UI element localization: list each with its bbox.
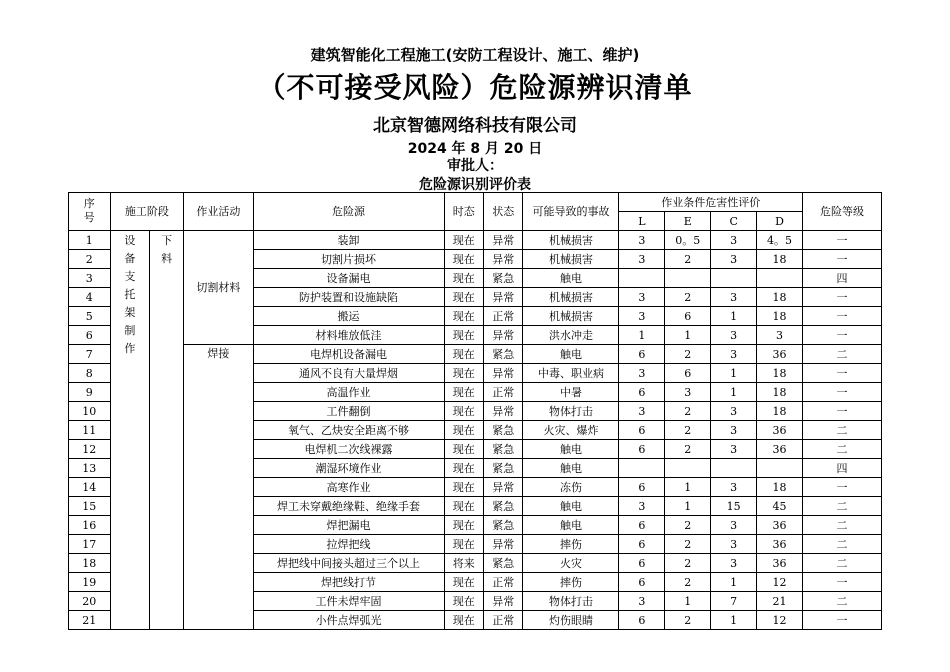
cell-hazard: 装卸 bbox=[253, 231, 444, 250]
cell-L: 3 bbox=[619, 364, 665, 383]
cell-accident: 洪水冲走 bbox=[523, 326, 619, 345]
cell-seq: 1 bbox=[69, 231, 111, 250]
cell-tense: 现在 bbox=[444, 307, 483, 326]
cell-state: 紧急 bbox=[484, 554, 523, 573]
cell-L: 6 bbox=[619, 554, 665, 573]
cell-level: 二 bbox=[802, 345, 881, 364]
cell-D: 36 bbox=[757, 440, 803, 459]
cell-D: 36 bbox=[757, 421, 803, 440]
cell-D: 4。5 bbox=[757, 231, 803, 250]
cell-D: 18 bbox=[757, 364, 803, 383]
cell-tense: 现在 bbox=[444, 516, 483, 535]
cell-C bbox=[711, 459, 757, 478]
cell-C: 1 bbox=[711, 364, 757, 383]
cell-state: 紧急 bbox=[484, 440, 523, 459]
cell-L: 3 bbox=[619, 231, 665, 250]
cell-C: 3 bbox=[711, 250, 757, 269]
cell-E: 2 bbox=[665, 554, 711, 573]
cell-state: 异常 bbox=[484, 364, 523, 383]
cell-level: 四 bbox=[802, 269, 881, 288]
cell-L: 3 bbox=[619, 288, 665, 307]
table-body bbox=[69, 231, 882, 630]
cell-hazard: 防护装置和设施缺陷 bbox=[253, 288, 444, 307]
cell-E: 2 bbox=[665, 421, 711, 440]
cell-hazard: 焊把线中间接头超过三个以上 bbox=[253, 554, 444, 573]
cell-seq: 8 bbox=[69, 364, 111, 383]
cell-E: 2 bbox=[665, 288, 711, 307]
cell-hazard: 通风不良有大量焊烟 bbox=[253, 364, 444, 383]
cell-accident: 物体打击 bbox=[523, 592, 619, 611]
cell-C: 3 bbox=[711, 402, 757, 421]
cell-E: 1 bbox=[665, 478, 711, 497]
cell-C: 3 bbox=[711, 516, 757, 535]
cell-activity: 切割材料 bbox=[184, 231, 253, 345]
cell-seq: 3 bbox=[69, 269, 111, 288]
cell-tense: 现在 bbox=[444, 288, 483, 307]
stage-b-label: 下料 bbox=[161, 234, 173, 265]
cell-C bbox=[711, 269, 757, 288]
cell-L: 3 bbox=[619, 250, 665, 269]
header-level: 危险等级 bbox=[802, 193, 881, 231]
cell-tense: 现在 bbox=[444, 250, 483, 269]
cell-tense: 现在 bbox=[444, 402, 483, 421]
cell-accident: 物体打击 bbox=[523, 402, 619, 421]
cell-seq: 12 bbox=[69, 440, 111, 459]
cell-D: 3 bbox=[757, 326, 803, 345]
header-activity: 作业活动 bbox=[184, 193, 253, 231]
cell-tense: 现在 bbox=[444, 535, 483, 554]
cell-hazard: 高寒作业 bbox=[253, 478, 444, 497]
table-header bbox=[69, 193, 882, 231]
cell-tense: 将来 bbox=[444, 554, 483, 573]
cell-seq: 6 bbox=[69, 326, 111, 345]
cell-seq: 20 bbox=[69, 592, 111, 611]
cell-E: 1 bbox=[665, 497, 711, 516]
cell-tense: 现在 bbox=[444, 459, 483, 478]
cell-level: 二 bbox=[802, 592, 881, 611]
cell-seq: 7 bbox=[69, 345, 111, 364]
cell-tense: 现在 bbox=[444, 269, 483, 288]
header-accident: 可能导致的事故 bbox=[523, 193, 619, 231]
cell-L: 6 bbox=[619, 440, 665, 459]
cell-C: 1 bbox=[711, 307, 757, 326]
cell-C: 1 bbox=[711, 573, 757, 592]
cell-seq: 11 bbox=[69, 421, 111, 440]
cell-hazard: 材料堆放低洼 bbox=[253, 326, 444, 345]
cell-level: 一 bbox=[802, 383, 881, 402]
cell-seq: 4 bbox=[69, 288, 111, 307]
cell-accident: 机械损害 bbox=[523, 231, 619, 250]
header-seq: 序号 bbox=[69, 193, 111, 231]
cell-accident: 冻伤 bbox=[523, 478, 619, 497]
cell-state: 异常 bbox=[484, 288, 523, 307]
cell-L: 3 bbox=[619, 307, 665, 326]
cell-E: 0。5 bbox=[665, 231, 711, 250]
cell-accident: 机械损害 bbox=[523, 250, 619, 269]
cell-L bbox=[619, 269, 665, 288]
cell-L: 6 bbox=[619, 345, 665, 364]
table-row bbox=[69, 345, 882, 364]
cell-E: 2 bbox=[665, 440, 711, 459]
header-state: 状态 bbox=[484, 193, 523, 231]
cell-C: 3 bbox=[711, 421, 757, 440]
header-stage: 施工阶段 bbox=[110, 193, 184, 231]
cell-accident: 触电 bbox=[523, 440, 619, 459]
cell-state: 异常 bbox=[484, 231, 523, 250]
cell-C: 1 bbox=[711, 383, 757, 402]
cell-tense: 现在 bbox=[444, 440, 483, 459]
cell-state: 紧急 bbox=[484, 269, 523, 288]
cell-hazard: 电焊机设备漏电 bbox=[253, 345, 444, 364]
cell-accident: 触电 bbox=[523, 459, 619, 478]
cell-tense: 现在 bbox=[444, 497, 483, 516]
cell-D: 36 bbox=[757, 535, 803, 554]
cell-D: 18 bbox=[757, 288, 803, 307]
cell-level: 二 bbox=[802, 554, 881, 573]
cell-level: 二 bbox=[802, 516, 881, 535]
header-hazard: 危险源 bbox=[253, 193, 444, 231]
cell-E bbox=[665, 459, 711, 478]
header-E: E bbox=[665, 212, 711, 231]
cell-tense: 现在 bbox=[444, 478, 483, 497]
cell-accident: 机械损害 bbox=[523, 307, 619, 326]
cell-level: 二 bbox=[802, 497, 881, 516]
cell-E: 2 bbox=[665, 402, 711, 421]
cell-E: 2 bbox=[665, 516, 711, 535]
cell-seq: 16 bbox=[69, 516, 111, 535]
document-title: （不可接受风险）危险源辨识清单 bbox=[257, 71, 693, 104]
cell-accident: 机械损害 bbox=[523, 288, 619, 307]
cell-stage-a bbox=[110, 231, 149, 630]
cell-hazard: 搬运 bbox=[253, 307, 444, 326]
cell-accident: 中暑 bbox=[523, 383, 619, 402]
cell-E: 1 bbox=[665, 326, 711, 345]
cell-state: 异常 bbox=[484, 478, 523, 497]
cell-state: 正常 bbox=[484, 573, 523, 592]
cell-E: 6 bbox=[665, 364, 711, 383]
cell-accident: 火灾、爆炸 bbox=[523, 421, 619, 440]
cell-tense: 现在 bbox=[444, 231, 483, 250]
cell-level: 一 bbox=[802, 307, 881, 326]
cell-seq: 15 bbox=[69, 497, 111, 516]
cell-L: 6 bbox=[619, 421, 665, 440]
cell-activity: 焊接 bbox=[184, 345, 253, 630]
cell-accident: 触电 bbox=[523, 269, 619, 288]
cell-seq: 21 bbox=[69, 611, 111, 630]
approver-label: 审批人： bbox=[447, 158, 503, 174]
cell-L: 1 bbox=[619, 326, 665, 345]
cell-hazard: 工件翻倒 bbox=[253, 402, 444, 421]
cell-seq: 17 bbox=[69, 535, 111, 554]
cell-hazard: 拉焊把线 bbox=[253, 535, 444, 554]
cell-state: 紧急 bbox=[484, 497, 523, 516]
cell-tense: 现在 bbox=[444, 383, 483, 402]
table-title: 危险源识别评价表 bbox=[419, 177, 531, 193]
cell-L bbox=[619, 459, 665, 478]
cell-tense: 现在 bbox=[444, 364, 483, 383]
cell-E bbox=[665, 269, 711, 288]
cell-hazard: 高温作业 bbox=[253, 383, 444, 402]
hazard-table bbox=[68, 192, 882, 630]
cell-L: 3 bbox=[619, 592, 665, 611]
cell-D: 45 bbox=[757, 497, 803, 516]
cell-stage-b bbox=[150, 231, 184, 630]
cell-C: 3 bbox=[711, 440, 757, 459]
cell-L: 3 bbox=[619, 497, 665, 516]
cell-C: 3 bbox=[711, 288, 757, 307]
cell-accident: 中毒、职业病 bbox=[523, 364, 619, 383]
cell-seq: 2 bbox=[69, 250, 111, 269]
cell-hazard: 小件点焊弧光 bbox=[253, 611, 444, 630]
cell-L: 6 bbox=[619, 516, 665, 535]
cell-L: 6 bbox=[619, 535, 665, 554]
cell-seq: 10 bbox=[69, 402, 111, 421]
cell-seq: 19 bbox=[69, 573, 111, 592]
header-tense: 时态 bbox=[444, 193, 483, 231]
cell-state: 紧急 bbox=[484, 459, 523, 478]
cell-level: 一 bbox=[802, 326, 881, 345]
cell-D: 18 bbox=[757, 307, 803, 326]
cell-D: 18 bbox=[757, 478, 803, 497]
cell-E: 1 bbox=[665, 592, 711, 611]
cell-tense: 现在 bbox=[444, 326, 483, 345]
cell-D: 21 bbox=[757, 592, 803, 611]
cell-D: 18 bbox=[757, 250, 803, 269]
cell-E: 2 bbox=[665, 535, 711, 554]
cell-E: 2 bbox=[665, 345, 711, 364]
cell-hazard: 焊工未穿戴绝缘鞋、绝缘手套 bbox=[253, 497, 444, 516]
cell-accident: 灼伤眼睛 bbox=[523, 611, 619, 630]
cell-D: 18 bbox=[757, 383, 803, 402]
cell-hazard: 工件未焊牢固 bbox=[253, 592, 444, 611]
cell-L: 6 bbox=[619, 611, 665, 630]
cell-L: 6 bbox=[619, 478, 665, 497]
cell-seq: 13 bbox=[69, 459, 111, 478]
cell-C: 3 bbox=[711, 345, 757, 364]
cell-hazard: 潮湿环境作业 bbox=[253, 459, 444, 478]
cell-tense: 现在 bbox=[444, 345, 483, 364]
cell-accident: 摔伤 bbox=[523, 535, 619, 554]
cell-L: 6 bbox=[619, 383, 665, 402]
cell-D: 36 bbox=[757, 345, 803, 364]
header-C: C bbox=[711, 212, 757, 231]
cell-C: 3 bbox=[711, 554, 757, 573]
cell-tense: 现在 bbox=[444, 592, 483, 611]
cell-L: 3 bbox=[619, 402, 665, 421]
cell-level: 一 bbox=[802, 288, 881, 307]
cell-E: 2 bbox=[665, 611, 711, 630]
cell-D: 12 bbox=[757, 573, 803, 592]
cell-seq: 9 bbox=[69, 383, 111, 402]
document-date: 2024 年 8 月 20 日 bbox=[407, 141, 543, 157]
cell-accident: 触电 bbox=[523, 345, 619, 364]
cell-hazard: 焊把漏电 bbox=[253, 516, 444, 535]
cell-C: 3 bbox=[711, 478, 757, 497]
cell-level: 二 bbox=[802, 421, 881, 440]
cell-L: 6 bbox=[619, 573, 665, 592]
cell-level: 一 bbox=[802, 364, 881, 383]
cell-tense: 现在 bbox=[444, 573, 483, 592]
cell-E: 2 bbox=[665, 573, 711, 592]
cell-tense: 现在 bbox=[444, 421, 483, 440]
cell-level: 一 bbox=[802, 231, 881, 250]
company-name: 北京智德网络科技有限公司 bbox=[373, 116, 577, 136]
cell-C: 15 bbox=[711, 497, 757, 516]
cell-D bbox=[757, 269, 803, 288]
cell-D: 36 bbox=[757, 554, 803, 573]
cell-level: 一 bbox=[802, 611, 881, 630]
cell-hazard: 氧气、乙炔安全距离不够 bbox=[253, 421, 444, 440]
cell-hazard: 电焊机二次线裸露 bbox=[253, 440, 444, 459]
cell-level: 四 bbox=[802, 459, 881, 478]
cell-state: 紧急 bbox=[484, 345, 523, 364]
document-subtitle: 建筑智能化工程施工(安防工程设计、施工、维护) bbox=[310, 46, 640, 64]
cell-D: 12 bbox=[757, 611, 803, 630]
cell-state: 异常 bbox=[484, 250, 523, 269]
cell-seq: 14 bbox=[69, 478, 111, 497]
cell-accident: 火灾 bbox=[523, 554, 619, 573]
cell-accident: 触电 bbox=[523, 516, 619, 535]
cell-state: 异常 bbox=[484, 592, 523, 611]
cell-level: 一 bbox=[802, 402, 881, 421]
cell-state: 正常 bbox=[484, 611, 523, 630]
cell-accident: 触电 bbox=[523, 497, 619, 516]
cell-level: 二 bbox=[802, 440, 881, 459]
cell-C: 3 bbox=[711, 231, 757, 250]
cell-C: 7 bbox=[711, 592, 757, 611]
cell-state: 异常 bbox=[484, 326, 523, 345]
cell-state: 紧急 bbox=[484, 516, 523, 535]
cell-D: 36 bbox=[757, 516, 803, 535]
cell-level: 一 bbox=[802, 573, 881, 592]
cell-level: 一 bbox=[802, 478, 881, 497]
cell-hazard: 切割片损坏 bbox=[253, 250, 444, 269]
cell-accident: 摔伤 bbox=[523, 573, 619, 592]
cell-level: 二 bbox=[802, 535, 881, 554]
cell-hazard: 设备漏电 bbox=[253, 269, 444, 288]
cell-seq: 5 bbox=[69, 307, 111, 326]
cell-E: 3 bbox=[665, 383, 711, 402]
header-eval: 作业条件危害性评价 bbox=[619, 193, 803, 212]
cell-E: 6 bbox=[665, 307, 711, 326]
cell-hazard: 焊把线打节 bbox=[253, 573, 444, 592]
cell-D: 18 bbox=[757, 402, 803, 421]
cell-E: 2 bbox=[665, 250, 711, 269]
cell-state: 紧急 bbox=[484, 421, 523, 440]
cell-C: 3 bbox=[711, 535, 757, 554]
cell-D bbox=[757, 459, 803, 478]
cell-state: 正常 bbox=[484, 383, 523, 402]
cell-state: 异常 bbox=[484, 402, 523, 421]
cell-state: 正常 bbox=[484, 307, 523, 326]
table-row bbox=[69, 231, 882, 250]
cell-C: 3 bbox=[711, 326, 757, 345]
stage-a-label: 设备支托架制作 bbox=[124, 234, 136, 355]
cell-C: 1 bbox=[711, 611, 757, 630]
cell-tense: 现在 bbox=[444, 611, 483, 630]
header-L: L bbox=[619, 212, 665, 231]
cell-seq: 18 bbox=[69, 554, 111, 573]
cell-state: 异常 bbox=[484, 535, 523, 554]
cell-level: 一 bbox=[802, 250, 881, 269]
header-D: D bbox=[757, 212, 803, 231]
